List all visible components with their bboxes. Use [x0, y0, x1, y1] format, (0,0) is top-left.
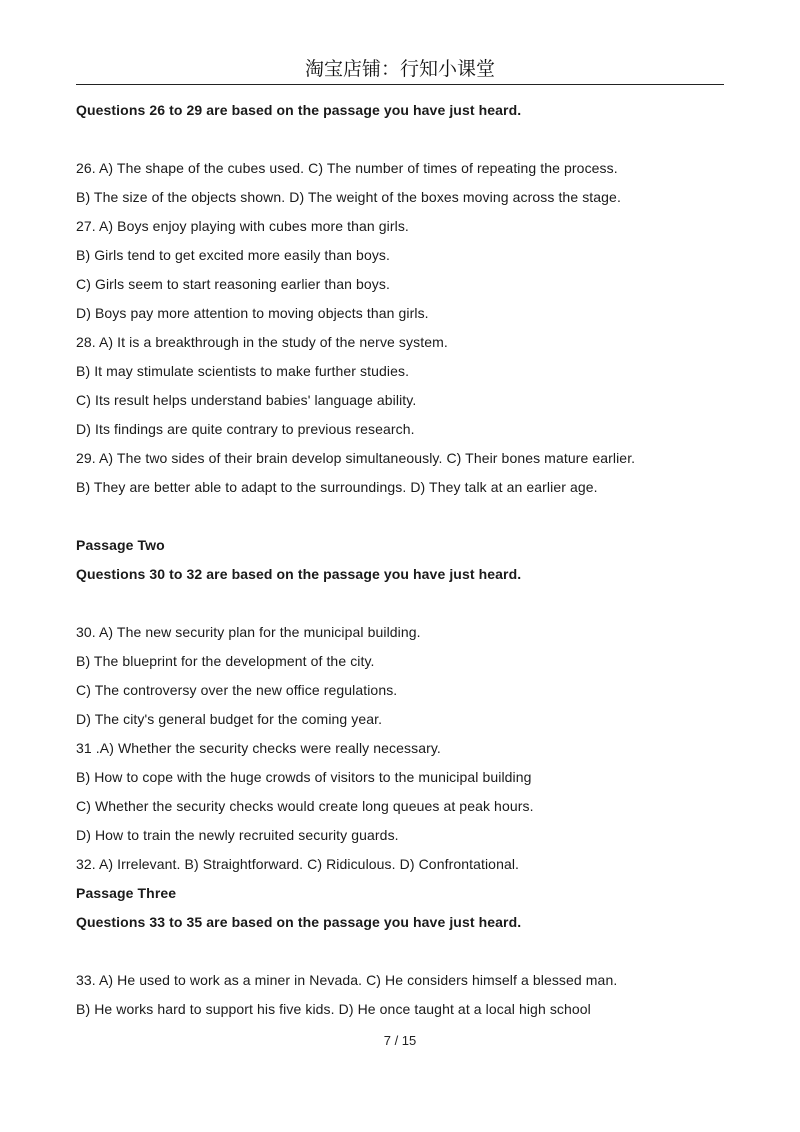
section-heading: Questions 30 to 32 are based on the passage you have just heard. [76, 566, 522, 582]
question-line: D) How to train the newly recruited security guards. [76, 827, 399, 843]
section-heading: Passage Two [76, 537, 165, 553]
question-line: D) Boys pay more attention to moving objects than girls. [76, 305, 429, 321]
question-line: C) Girls seem to start reasoning earlier than boys. [76, 276, 391, 292]
question-line: C) The controversy over the new office regulations. [76, 682, 398, 698]
blank-line [76, 125, 724, 154]
section-heading: Questions 33 to 35 are based on the passage you have just heard. [76, 914, 522, 930]
page-header-title: 淘宝店铺：行知小课堂 [304, 58, 495, 80]
question-line: C) Its result helps understand babies' language ability. [76, 392, 417, 408]
question-line: 32. A) Irrelevant. B) Straightforward. C) Ridiculous. D) Confrontational. [76, 856, 520, 872]
question-line: 30. A) The new security plan for the municipal building. [76, 624, 421, 640]
blank-line [76, 937, 724, 966]
question-line: B) The blueprint for the development of the city. [76, 653, 375, 669]
question-line: 31 .A) Whether the security checks were really necessary. [76, 740, 441, 756]
header-divider [76, 84, 724, 85]
question-line: 33. A) He used to work as a miner in Nevada. C) He considers himself a blessed man. [76, 972, 618, 988]
question-line: C) Whether the security checks would create long queues at peak hours. [76, 798, 534, 814]
question-line: B) Girls tend to get excited more easily than boys. [76, 247, 391, 263]
question-line: B) They are better able to adapt to the surroundings. D) They talk at an earlier age. [76, 479, 598, 495]
question-line: D) Its findings are quite contrary to previous research. [76, 421, 415, 437]
question-line: 27. A) Boys enjoy playing with cubes more than girls. [76, 218, 409, 234]
question-line: B) It may stimulate scientists to make further studies. [76, 363, 410, 379]
question-line: B) How to cope with the huge crowds of visitors to the municipal building [76, 769, 532, 785]
section-heading: Questions 26 to 29 are based on the passage you have just heard. [76, 102, 522, 118]
question-line: 28. A) It is a breakthrough in the study of the nerve system. [76, 334, 448, 350]
blank-line [76, 589, 724, 618]
section-heading: Passage Three [76, 885, 177, 901]
question-line: 29. A) The two sides of their brain develop simultaneously. C) Their bones mature earlier. [76, 450, 636, 466]
page-content [76, 96, 724, 1024]
question-line: 26. A) The shape of the cubes used. C) The number of times of repeating the process. [76, 160, 618, 176]
question-line: B) He works hard to support his five kids. D) He once taught at a local high school [76, 1001, 591, 1017]
question-line: B) The size of the objects shown. D) The weight of the boxes moving across the stage. [76, 189, 621, 205]
page-number: 7 / 15 [383, 1033, 417, 1048]
question-line: D) The city's general budget for the coming year. [76, 711, 383, 727]
blank-line [76, 502, 724, 531]
